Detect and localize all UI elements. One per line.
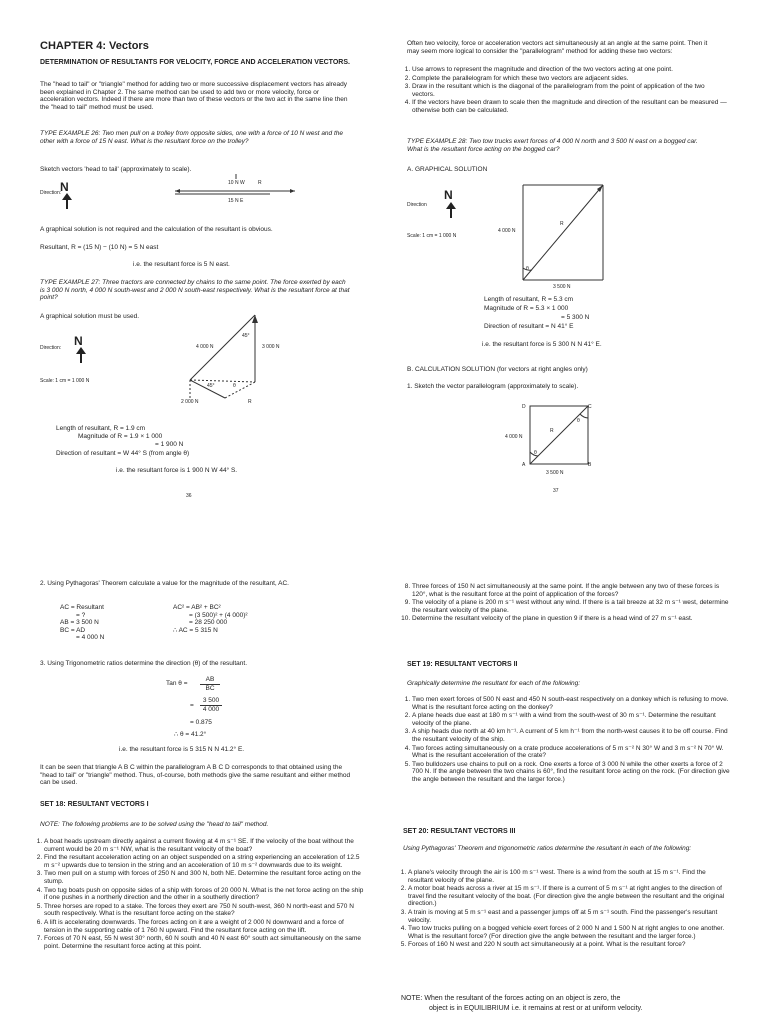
label-3000n: 3 000 N: [262, 344, 280, 350]
vector-diagram-27: [180, 305, 280, 405]
set19-item: 2. A plane heads due east at 180 m s⁻¹ with a wind from the south-west of 30 m s⁻¹. Determine the resultant velocity of the plane.: [412, 712, 730, 727]
set18-item: 6. A lift is accelerating downwards. The forces acting on it are a weight of 2 000 N downward and a force of tension in the supporting cable of 1 760 N upward. Find the resultant force acting on the lift.: [44, 919, 366, 934]
answer-26: i.e. the resultant force is 5 N east.: [133, 261, 230, 268]
theta-value: ∴ θ = 41.2°: [174, 731, 207, 738]
set-19-list: [398, 696, 730, 785]
set-20-heading: SET 20: RESULTANT VECTORS III: [403, 828, 516, 835]
set20-item: 2. A motor boat heads across a river at 15 m s⁻¹. If there is a current of 5 m s⁻¹ at right angles to the direction of travel find the resultant velocity of the boat. (For direction give the angle between the resultant and the original direction.): [408, 885, 730, 908]
parallelogram-diagram: [528, 404, 592, 468]
sketch-parallelogram: 1. Sketch the vector parallelogram (approximately to scale).: [407, 383, 579, 390]
label-r-28: R: [560, 221, 564, 227]
step-2: 2. Complete the parallelogram for which these two vectors are adjacent sides.: [412, 75, 728, 83]
label-theta: θ: [233, 383, 236, 389]
set-18-note: NOTE: The following problems are to be solved using the "head to tail" method.: [40, 821, 269, 828]
result28-line-1: Length of resultant, R = 5.3 cm: [484, 296, 574, 303]
tan-value: = 0.875: [190, 719, 212, 726]
step-3: 3. Draw in the resultant which is the diagonal of the parallelogram from the point of application of the two vectors.: [412, 83, 728, 98]
pg-label-theta-a: θ: [534, 450, 537, 456]
trig-instruction: 3. Using Trigonometric ratios determine the direction (θ) of the resultant.: [40, 660, 248, 667]
result-line-2: Magnitude of R = 1.9 × 1 000: [78, 433, 163, 440]
label-45a: 45°: [242, 333, 250, 339]
set-18-list-continued: [398, 583, 730, 624]
vertex-a: A: [522, 462, 526, 468]
equilibrium-note-1: NOTE: When the resultant of the forces acting on an object is zero, the: [401, 995, 621, 1002]
label-4000n-28: 4 000 N: [498, 228, 516, 234]
pythagoras-instruction: 2. Using Pythagoras' Theorem calculate a value for the magnitude of the resultant, AC.: [40, 580, 289, 587]
equals-sign: =: [190, 702, 194, 709]
result-line-1: Length of resultant, R = 1.9 cm: [56, 425, 146, 432]
set-19-heading: SET 19: RESULTANT VECTORS II: [407, 661, 518, 668]
tan-numerator: AB: [205, 676, 215, 683]
type-example-28: TYPE EXAMPLE 28: Two tow trucks exert forces of 4 000 N north and 3 500 N east on a bogged car. What is the resultant force acting on the bogged car?: [407, 138, 698, 153]
label-2000n: 2 000 N: [181, 399, 199, 405]
set19-item: 4. Two forces acting simultaneously on a crate produce accelerations of 5 m s⁻² N 30° W and 3 m s⁻² N 70° W. What is the resultant acceleration of the crate?: [412, 745, 730, 760]
set-20-note: Using Pythagoras' Theorem and trigonometric ratios determine the resultant in each of the following:: [403, 845, 692, 852]
set-20-list: [394, 869, 730, 950]
set18-item: 8. Three forces of 150 N act simultaneously at the same point. If the angle between any two of these forces is 120°, what is the resultant force at the point of application of the forces?: [412, 583, 730, 598]
section-heading: DETERMINATION OF RESULTANTS FOR VELOCITY, FORCE AND ACCELERATION VECTORS.: [40, 59, 350, 66]
north-label: N: [60, 180, 69, 194]
vertex-c: C: [588, 404, 592, 410]
graphical-note: A graphical solution is not required and the calculation of the resultant is obvious.: [40, 226, 273, 233]
set19-item: 3. A ship heads due north at 40 km h⁻¹. A current of 5 km h⁻¹ from the north-west causes it to be off course. Find the resultant velocity of the ship.: [412, 728, 730, 743]
value-denominator: 4 000: [200, 705, 222, 714]
set-18-heading: SET 18: RESULTANT VECTORS I: [40, 801, 149, 808]
left-equations: [60, 604, 104, 642]
set19-item: 1. Two men exert forces of 500 N east and 450 N south-east respectively on a donkey which is refusing to move. What is the resultant force acting on the donkey?: [412, 696, 730, 711]
answer-27: i.e. the resultant force is 1 900 N W 44° S.: [116, 467, 238, 474]
graphical-heading: A. GRAPHICAL SOLUTION: [407, 166, 488, 173]
tan-denominator: BC: [200, 684, 220, 693]
set18-item: 7. Forces of 70 N east, 55 N west 30° north, 60 N south and 40 N east 60° south act simultaneously on the same point. Determine the resultant force acting at this point.: [44, 935, 366, 950]
left-eq-4: BC = AD: [60, 626, 86, 634]
answer-trig: i.e. the resultant force is 5 315 N N 41.2° E.: [119, 746, 245, 753]
set-19-note: Graphically determine the resultant for each of the following:: [407, 680, 581, 687]
result-line-3: = 1 900 N: [155, 441, 184, 448]
set-18-list: [30, 838, 366, 951]
chapter-title: CHAPTER 4: Vectors: [40, 40, 149, 52]
page-number-36: 36: [186, 493, 192, 499]
pg-label-r: R: [550, 428, 554, 434]
page-number-37: 37: [553, 488, 559, 494]
north-arrow-icon: [60, 193, 74, 209]
set20-item: 3. A train is moving at 5 m s⁻¹ east and a passenger jumps off at 5 m s⁻¹ south. Find the passenger's resultant velocity.: [408, 909, 730, 924]
pg-label-theta-c: θ: [577, 418, 580, 424]
label-r: R: [258, 180, 262, 186]
vector-diagram-28: [518, 180, 608, 286]
result-line-4: Direction of resultant = W 44° S (from angle θ): [56, 450, 190, 457]
graph-must: A graphical solution must be used.: [40, 313, 140, 320]
set18-item: 5. Three horses are roped to a stake. The forces they exert are 750 N south-west, 360 N north-east and 570 N south respectively. What is the resultant force acting on the stake?: [44, 903, 366, 918]
left-eq-3: AB = 3 500 N: [60, 619, 99, 627]
label-3500n: 3 500 N: [553, 284, 571, 290]
label-theta-28: θ: [526, 266, 529, 272]
value-fraction: [200, 697, 222, 713]
label-4000n: 4 000 N: [196, 344, 214, 350]
label-45b: 45°: [207, 383, 215, 389]
set18-item: 2. Find the resultant acceleration acting on an object suspended on a string experiencing an acceleration of 12.5 m s⁻² upwards due to tension in the string and an acceleration of 10 m s⁻² downwards due to its weight.: [44, 854, 366, 869]
resultant-equation: Resultant, R = (15 N) − (10 N) = 5 N east: [40, 244, 159, 251]
scale-label-28: Scale: 1 cm = 1 000 N: [407, 233, 457, 239]
label-10nw: 10 N W: [228, 180, 245, 186]
right-eq-2: = (3 500)² + (4 000)²: [189, 611, 248, 619]
north-arrow-icon: [74, 347, 88, 363]
direction-label: Direction:: [40, 190, 62, 196]
left-eq-1: AC = Resultant: [60, 604, 104, 611]
left-eq-5: = 4 000 N: [76, 634, 105, 642]
pg-label-3500n: 3 500 N: [546, 470, 564, 476]
set20-item: 1. A plane's velocity through the air is 100 m s⁻¹ west. There is a wind from the south at 15 m s⁻¹. Find the resultant velocity of the plane.: [408, 869, 730, 884]
intro-paragraph: The "head to tail" or "triangle" method for adding two or more successive displacement vectors has already been explained in Chapter 2. The same method can be used to add two or more velocity, force or acceleration vectors. Indeed if there are more than two of these vectors or the two act in the same line then the "head to tail" method must be used.: [40, 81, 348, 111]
sketch-instruction: Sketch vectors 'head to tail' (approximately to scale).: [40, 166, 192, 173]
vertex-d: D: [522, 404, 526, 410]
set18-item: 9. The velocity of a plane is 200 m s⁻¹ west without any wind. If there is a tail breeze at 32 m s⁻¹ west, determine the resultant velocity of the plane.: [412, 599, 730, 614]
set20-item: 4. Two tow trucks pulling on a bogged vehicle exert forces of 2 000 N and 1 500 N at right angles to one another. What is the resultant force? (For direction give the angle between the resultant and the larger force.): [408, 925, 730, 940]
north-arrow-icon: [444, 202, 458, 218]
direction-label-27: Direction:: [40, 345, 62, 351]
equilibrium-note-2: object is in EQUILIBRIUM i.e. it remains at rest or at uniform velocity.: [429, 1005, 643, 1012]
label-15ne: 15 N E: [228, 198, 244, 204]
tan-fraction: [200, 676, 220, 692]
set18-item: 4. Two tug boats push on opposite sides of a ship with forces of 20 000 N. What is the net force acting on the ship if one pushes in a northerly direction and the other in a southerly direction?: [44, 887, 366, 902]
intro-parallelogram: Often two velocity, force or acceleration vectors act simultaneously at an angle at the same point. Then it may seem more logical to consider the "parallelogram" method for adding these two vectors:: [407, 40, 708, 55]
result28-line-3: = 5 300 N: [561, 314, 590, 321]
right-equations: [173, 604, 248, 634]
set18-item: 10. Determine the resultant velocity of the plane in question 9 if there is a head wind of 27 m s⁻¹ east.: [412, 615, 730, 623]
result28-line-4: Direction of resultant = N 41° E: [484, 323, 574, 330]
set19-item: 5. Two bulldozers use chains to pull on a rock. One exerts a force of 3 000 N while the other exerts a force of 2 700 N. If the angle between the two chains is 60°, find the resultant force acting on the rock. (For direction give the angle between the resultant and the larger force.): [412, 761, 730, 784]
method-comparison: It can be seen that triangle A B C within the parallelogram A B C D corresponds to that obtained using the "head to tail" or "triangle" method. Thus, of-course, both methods give the same resultant and either method can be used.: [40, 764, 351, 787]
parallelogram-steps: [398, 66, 728, 116]
answer-28: i.e. the resultant force is 5 300 N N 41° E.: [482, 341, 602, 348]
result28-line-2: Magnitude of R = 5.3 × 1 000: [484, 305, 569, 312]
type-example-26: TYPE EXAMPLE 26: Two men pull on a trolley from opposite sides, one with a force of 10 N west and the other with a force of 15 N east. What is the resultant force on the trolley?: [40, 130, 344, 145]
label-r-27: R: [248, 399, 252, 405]
set18-item: 1. A boat heads upstream directly against a current flowing at 4 m s⁻¹ SE. If the velocity of the boat without the current would be 20 m s⁻¹ NW, what is the resultant velocity of the boat?: [44, 838, 366, 853]
step-4: 4. If the vectors have been drawn to scale then the magnitude and direction of the resultant can be measured — otherwise both can be calculated.: [412, 99, 728, 114]
calculation-heading: B. CALCULATION SOLUTION (for vectors at right angles only): [407, 366, 588, 373]
right-eq-4: ∴ AC = 5 315 N: [173, 626, 218, 634]
pg-label-4000n: 4 000 N: [505, 434, 523, 440]
north-label-27: N: [74, 334, 83, 348]
value-numerator: 3 500: [202, 697, 220, 704]
left-eq-2: = ?: [76, 611, 86, 619]
vertex-b: B: [588, 462, 592, 468]
right-eq-1: AC² = AB² + BC²: [173, 604, 221, 611]
right-eq-3: = 28 250 000: [189, 619, 228, 627]
step-1: 1. Use arrows to represent the magnitude and direction of the two vectors acting at one point.: [412, 66, 728, 74]
tan-label: Tan θ =: [166, 680, 188, 687]
set18-item: 3. Two men pull on a stump with forces of 250 N and 300 N, both NE. Determine the resultant force acting on the stump.: [44, 870, 366, 885]
set20-item: 5. Forces of 160 N west and 220 N south act simultaneously at a point. What is the resultant force?: [408, 941, 730, 949]
direction-label-28: Direction: [407, 202, 427, 208]
scale-label: Scale: 1 cm = 1 000 N: [40, 378, 90, 384]
type-example-27: TYPE EXAMPLE 27: Three tractors are connected by chains to the same point. The force exerted by each is 3 000 N north, 4 000 N south-west and 2 000 N south-east respectively. What is the resultant force at that point?: [40, 279, 350, 302]
north-label-28: N: [444, 188, 453, 202]
